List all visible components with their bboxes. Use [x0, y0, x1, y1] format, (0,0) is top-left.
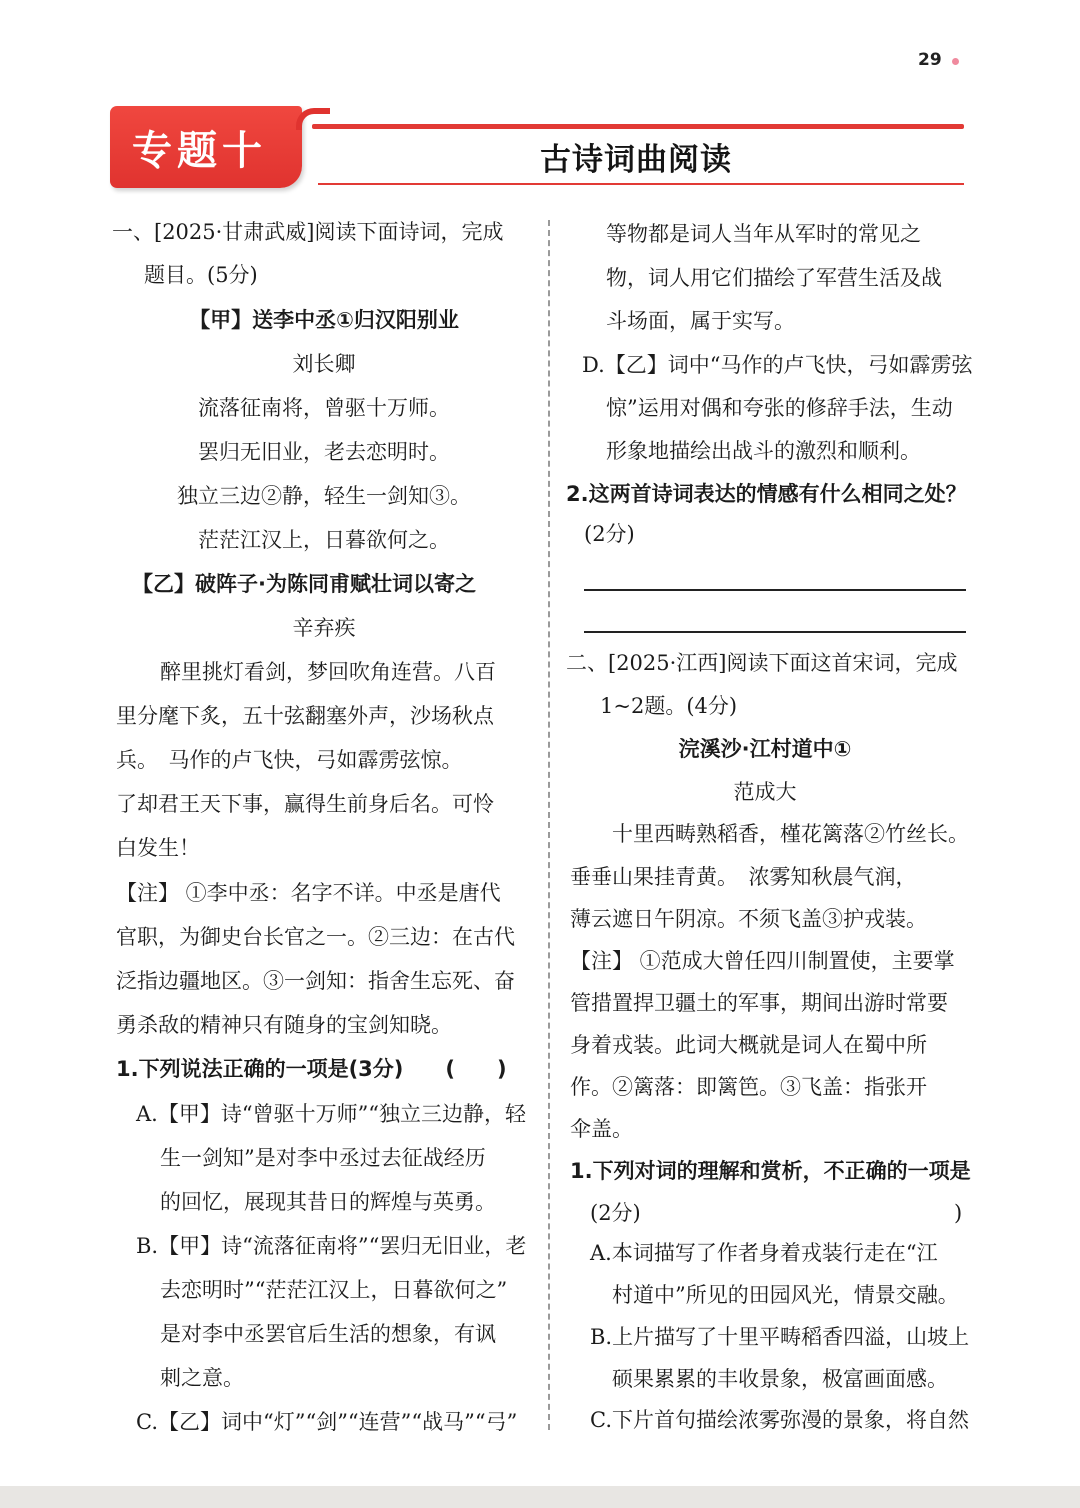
- option-b: B.【甲】诗“流落征南将”“罢归无旧业，老: [136, 1234, 527, 1258]
- option-a-cont: 生一剑知”是对李中丞过去征战经历: [160, 1146, 486, 1170]
- option-b-cont: 去恋明时”“茫茫江汉上，日暮欲何之”: [160, 1278, 508, 1302]
- poem-c-line: 十里西畴熟稻香，槿花篱落②竹丝长。: [612, 822, 969, 846]
- poem-b-text-line: 白发生！: [116, 836, 200, 860]
- page-bottom-edge: [0, 1486, 1080, 1508]
- annotation-line: 【注】 ①李中丞：名字不详。中丞是唐代: [116, 881, 501, 905]
- section-one-heading: 一、[2025·甘肃武威]阅读下面诗词，完成: [112, 220, 504, 244]
- annotation-line: 【注】 ①范成大曾任四川制置使，主要掌: [570, 949, 955, 973]
- option-a: A.本词描写了作者身着戎装行走在“江: [590, 1241, 938, 1265]
- poem-b-author: 辛弃疾: [292, 616, 356, 640]
- annotation-line: 官职，为御史台长官之一。②三边：在古代: [116, 925, 515, 949]
- poem-a-line: 独立三边②静，轻生一剑知③。: [177, 484, 471, 508]
- poem-b-text-line: 醉里挑灯看剑，梦回吹角连营。八百: [160, 660, 496, 684]
- poem-b-text-line: 了却君王天下事，赢得生前身后名。可怜: [116, 792, 494, 816]
- option-d-cont: 惊”运用对偶和夸张的修辞手法，生动: [606, 396, 953, 420]
- option-b: B.上片描写了十里平畴稻香四溢，山坡上: [590, 1325, 970, 1349]
- header-rule-top: [312, 124, 964, 129]
- poem-b-text-line: 里分麾下炙，五十弦翻塞外声，沙场秋点: [116, 704, 494, 728]
- question-one: 1.下列说法正确的一项是(3分) ( ): [116, 1057, 507, 1081]
- answer-line[interactable]: [584, 589, 966, 591]
- option-b-cont: 刺之意。: [160, 1366, 244, 1390]
- poem-b-text-line: 兵。 马作的卢飞快，弓如霹雳弦惊。: [116, 748, 463, 772]
- poem-c-author: 范成大: [733, 780, 797, 804]
- annotation-line: 勇杀敌的精神只有随身的宝剑知晓。: [116, 1013, 452, 1037]
- question-three: 1.下列对词的理解和赏析，不正确的一项是: [570, 1159, 971, 1183]
- annotation-line: 作。②篱落：即篱笆。③飞盖：指张开: [570, 1075, 927, 1099]
- option-a: A.【甲】诗“曾驱十万师”“独立三边静，轻: [136, 1102, 527, 1126]
- poem-b-title: 【乙】破阵子·为陈同甫赋壮词以寄之: [132, 572, 476, 596]
- page-number-dot: [952, 58, 959, 65]
- option-c: C.下片首句描绘浓雾弥漫的景象，将自然: [590, 1408, 969, 1432]
- poem-a-line: 罢归无旧业，老去恋明时。: [198, 440, 450, 464]
- page-number: 29: [918, 50, 942, 70]
- column-divider: [548, 220, 550, 1430]
- topic-label-tab: [110, 106, 302, 188]
- option-c: C.【乙】词中“灯”“剑”“连营”“战马”“弓”: [136, 1410, 518, 1434]
- poem-a-line: 流落征南将，曾驱十万师。: [198, 396, 450, 420]
- answer-line[interactable]: [584, 631, 966, 633]
- poem-a-title: 【甲】送李中丞①归汉阳别业: [189, 308, 459, 332]
- option-a-cont: 的回忆，展现其昔日的辉煌与英勇。: [160, 1190, 496, 1214]
- option-c-cont: 物，词人用它们描绘了军营生活及战: [606, 266, 942, 290]
- option-b-cont: 硕果累累的丰收景象，极富画面感。: [612, 1367, 948, 1391]
- annotation-line: 身着戎装。此词大概就是词人在蜀中所: [570, 1033, 927, 1057]
- section-two-heading: 二、[2025·江西]阅读下面这首宋词，完成: [566, 651, 958, 675]
- question-two-score: (2分): [584, 522, 635, 546]
- option-b-cont: 是对李中丞罢官后生活的想象，有讽: [160, 1322, 496, 1346]
- question-three-score: (2分): [590, 1201, 641, 1225]
- header-rule-bottom: [318, 183, 964, 185]
- topic-title: 古诗词曲阅读: [540, 142, 732, 178]
- option-c-cont: 斗场面，属于实写。: [606, 309, 795, 333]
- option-d-cont: 形象地描绘出战斗的激烈和顺利。: [606, 439, 921, 463]
- option-c-cont: 等物都是词人当年从军时的常见之: [606, 222, 921, 246]
- poem-c-title: 浣溪沙·江村道中①: [678, 737, 852, 761]
- poem-c-line: 垂垂山果挂青黄。 浓雾知秋晨气润，: [570, 865, 917, 889]
- annotation-line: 管措置捍卫疆土的军事，期间出游时常要: [570, 991, 948, 1015]
- topic-label: 专题十: [132, 127, 267, 174]
- answer-bracket[interactable]: ): [954, 1201, 963, 1225]
- poem-a-line: 茫茫江汉上，日暮欲何之。: [198, 528, 450, 552]
- option-d: D.【乙】词中“马作的卢飞快，弓如霹雳弦: [582, 353, 973, 377]
- question-two: 2.这两首诗词表达的情感有什么相同之处？: [566, 482, 967, 506]
- section-one-heading-cont: 题目。(5分): [144, 263, 258, 287]
- section-two-heading-cont: 1~2题。(4分): [600, 694, 738, 718]
- annotation-line: 伞盖。: [570, 1117, 633, 1141]
- poem-a-author: 刘长卿: [292, 352, 356, 376]
- poem-c-line: 薄云遮日午阴凉。不须飞盖③护戎装。: [570, 907, 927, 931]
- option-a-cont: 村道中”所见的田园风光，情景交融。: [612, 1283, 959, 1307]
- annotation-line: 泛指边疆地区。③一剑知：指舍生忘死、奋: [116, 969, 515, 993]
